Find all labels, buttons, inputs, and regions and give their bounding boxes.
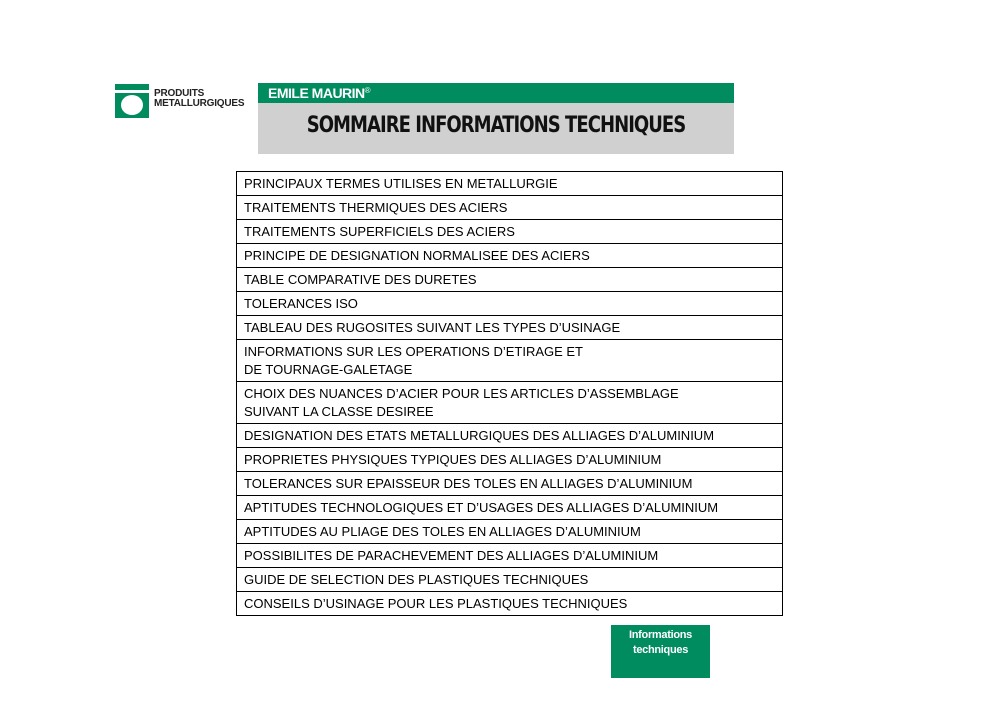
toc-row-text: APTITUDES TECHNOLOGIQUES ET D’USAGES DES ALLIAGES D’ALUMINIUM <box>244 500 719 515</box>
toc-row-text: GUIDE DE SELECTION DES PLASTIQUES TECHNIQUES <box>244 572 589 587</box>
toc-row[interactable] <box>236 381 783 424</box>
toc-row[interactable] <box>236 471 783 496</box>
badge-line-2: techniques <box>632 644 689 656</box>
toc-row-text: DE TOURNAGE-GALETAGE <box>244 362 413 377</box>
toc-row-text: APTITUDES AU PLIAGE DES TOLES EN ALLIAGES D’ALUMINIUM <box>244 524 641 539</box>
toc-row[interactable] <box>236 423 783 448</box>
toc-row[interactable] <box>236 519 783 544</box>
produits-metallurgiques-logo <box>115 84 149 118</box>
document-header <box>258 83 734 154</box>
toc-row-text: TOLERANCES SUR EPAISSEUR DES TOLES EN ALLIAGES D’ALUMINIUM <box>244 476 693 491</box>
toc-row-text: POSSIBILITES DE PARACHEVEMENT DES ALLIAGES D’ALUMINIUM <box>244 548 659 563</box>
toc-row-text: SUIVANT LA CLASSE DESIREE <box>244 404 434 419</box>
toc-row[interactable] <box>236 315 783 340</box>
toc-row-text: TOLERANCES ISO <box>244 296 358 311</box>
table-of-contents <box>236 171 783 616</box>
informations-techniques-badge <box>611 625 710 678</box>
registered-mark: ® <box>364 86 371 95</box>
toc-row-text: CHOIX DES NUANCES D’ACIER POUR LES ARTICLES D’ASSEMBLAGE <box>244 386 679 401</box>
toc-row-text: TRAITEMENTS SUPERFICIELS DES ACIERS <box>244 224 515 239</box>
toc-row-text: PRINCIPAUX TERMES UTILISES EN METALLURGIE <box>244 176 558 191</box>
header-green-band <box>258 83 734 103</box>
toc-row-text: PRINCIPE DE DESIGNATION NORMALISEE DES ACIERS <box>244 248 590 263</box>
toc-row-text: TABLEAU DES RUGOSITES SUIVANT LES TYPES D’USINAGE <box>244 320 621 335</box>
toc-row-text: PROPRIETES PHYSIQUES TYPIQUES DES ALLIAGES D’ALUMINIUM <box>244 452 662 467</box>
toc-row[interactable] <box>236 543 783 568</box>
toc-row[interactable] <box>236 171 783 196</box>
toc-row-text: INFORMATIONS SUR LES OPERATIONS D’ETIRAGE ET <box>244 344 584 359</box>
toc-row[interactable] <box>236 243 783 268</box>
company-name <box>268 85 370 101</box>
toc-row[interactable] <box>236 291 783 316</box>
toc-row[interactable] <box>236 219 783 244</box>
toc-row[interactable] <box>236 339 783 382</box>
toc-row-text: DESIGNATION DES ETATS METALLURGIQUES DES ALLIAGES D’ALUMINIUM <box>244 428 715 443</box>
badge-line-1: Informations <box>628 629 692 641</box>
brand-line-1: PRODUITS <box>154 88 205 99</box>
toc-row[interactable] <box>236 195 783 220</box>
logo-circle <box>121 95 143 115</box>
toc-row[interactable] <box>236 447 783 472</box>
page-title: SOMMAIRE INFORMATIONS TECHNIQUES <box>306 113 686 138</box>
toc-row-text: TRAITEMENTS THERMIQUES DES ACIERS <box>244 200 508 215</box>
toc-row-text: CONSEILS D’USINAGE POUR LES PLASTIQUES TECHNIQUES <box>244 596 628 611</box>
toc-row-text: TABLE COMPARATIVE DES DURETES <box>244 272 477 287</box>
toc-row[interactable] <box>236 267 783 292</box>
logo-bar <box>115 90 149 93</box>
brand-line-2: METALLURGIQUES <box>154 98 245 109</box>
toc-row[interactable] <box>236 591 783 616</box>
company-name-text: EMILE MAURIN <box>268 85 365 101</box>
toc-row[interactable] <box>236 495 783 520</box>
brand-name <box>154 89 244 109</box>
toc-row[interactable] <box>236 567 783 592</box>
